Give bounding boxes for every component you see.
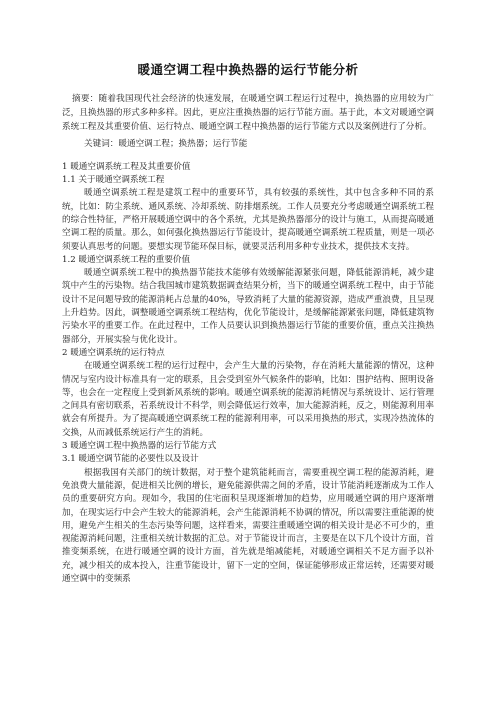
- section-1: [62, 161, 434, 174]
- document-title: 暖通空调工程中换热器的运行节能分析: [137, 62, 359, 77]
- section-3-1: [62, 453, 434, 586]
- section-1-2: [62, 254, 434, 347]
- abstract: 摘要：随着我国现代社会经济的快速发展，在暖通空调工程运行过程中，换热器的应用较为广泛，且换热器的形式多种多样。因此，更应注重换热器的运行节能方面。基于此，本文对暖通空调系统工程及其重要价值、运行特点、暖通空调工程中换热器的运行节能方式以及案例进行了分析。: [62, 94, 434, 133]
- keywords: 关键词：暖通空调工程；换热器；运行节能: [84, 138, 248, 149]
- section-3: [62, 440, 434, 453]
- paragraph: 根据我国有关部门的统计数据，对于整个建筑能耗而言，需要重视空调工程的能源消耗，避免浪费大量能源，促进相关比例的增长，避免能源供需之间的矛盾，设计节能消耗逐渐成为工作人员的重要研究方向。现如今，我国的住宅面积呈现逐渐增加的趋势，应用暖通空调的用户逐渐增加，在现实运行中会产生较大的能源消耗，会产生能源消耗不协调的情况，所以需要注重能源的使用，避免产生相关的生态污染等问题，这样看来，需要注重暖通空调的相关设计是必不可少的，重视能源消耗问题，注重相关统计数据的汇总。对于节能设计而言，主要是在以下几个设计方面，首推变频系统，在进行暖通空调的设计方面，首先就是缩减能耗，对暖通空调相关不足方面予以补充，减少相关的成本投入，注重节能设计，留下一定的空间，保证能够形成正常运转，还需要对暖通空调中的变频系: [62, 467, 434, 585]
- paragraph: 暖通空调系统工程中的换热器节能技术能够有效缓解能源紧张问题，降低能源消耗，减少建筑中产生的污染物。结合我国城市建筑数据调查结果分析，当下的暖通空调系统工程中，由于节能设计不足问题导致的能源消耗占总量的40%，导致消耗了大量的能源资源，造成严重浪费，且呈现上升趋势。因此，调整暖通空调系统工程结构，优化节能设计，是缓解能源紧张问题，降低建筑物污染水平的重要工作。在此过程中，工作人员要认识到换热器运行节能的重要价值，重点关注换热器部分，开展实验与优化设计。: [62, 268, 434, 345]
- section-heading: 1.2 暖通空调系统工程的重要价值: [62, 254, 191, 265]
- section-heading: 2 暖通空调系统的运行特点: [62, 347, 165, 358]
- section-heading: 3.1 暖通空调节能的必要性以及设计: [62, 454, 199, 465]
- section-heading: 1.1 关于暖通空调系统工程: [62, 175, 165, 186]
- section-heading: 1 暖通空调系统工程及其重要价值: [62, 161, 191, 172]
- paragraph: 在暖通空调系统工程的运行过程中，会产生大量的污染物，存在消耗大量能源的情况，这种情况与室内设计标准具有一定的联系，且会受到室外气候条件的影响，比如：围护结构、照明设备等，也会在一定程度上受到新风系统的影响。暖通空调系统的能源消耗情况与系统设计、运行管理之间具有密切联系，若系统设计不科学，则会降低运行效率，加大能源消耗，反之，则能源利用率就会有所提升。为了提高暖通空调系统工程的能源利用率，可以采用换热的形式，实现冷热流体的交换，从而减低系统运行产生的消耗。: [62, 361, 434, 438]
- section-1-1: [62, 174, 434, 254]
- section-heading: 3 暖通空调工程中换热器的运行节能方式: [62, 441, 217, 452]
- section-2: [62, 347, 434, 440]
- paragraph: 暖通空调系统工程是建筑工程中的重要环节，具有较强的系统性，其中包含多种不同的系统，比如：防尘系统、通风系统、冷却系统、防排烟系统。工作人员要充分考虑暖通空调系统工程的综合性特征，严格开展暖通空调中的各个系统，尤其是换热器部分的设计与施工，从而提高暖通空调工程的质量。那么，如何强化换热器运行节能设计，提高暖通空调系统工程质量，则是一项必须要认真思考的问题。要想实现节能环保目标，就要灵活利用多种专业技术，提供技术支持。: [62, 188, 434, 252]
